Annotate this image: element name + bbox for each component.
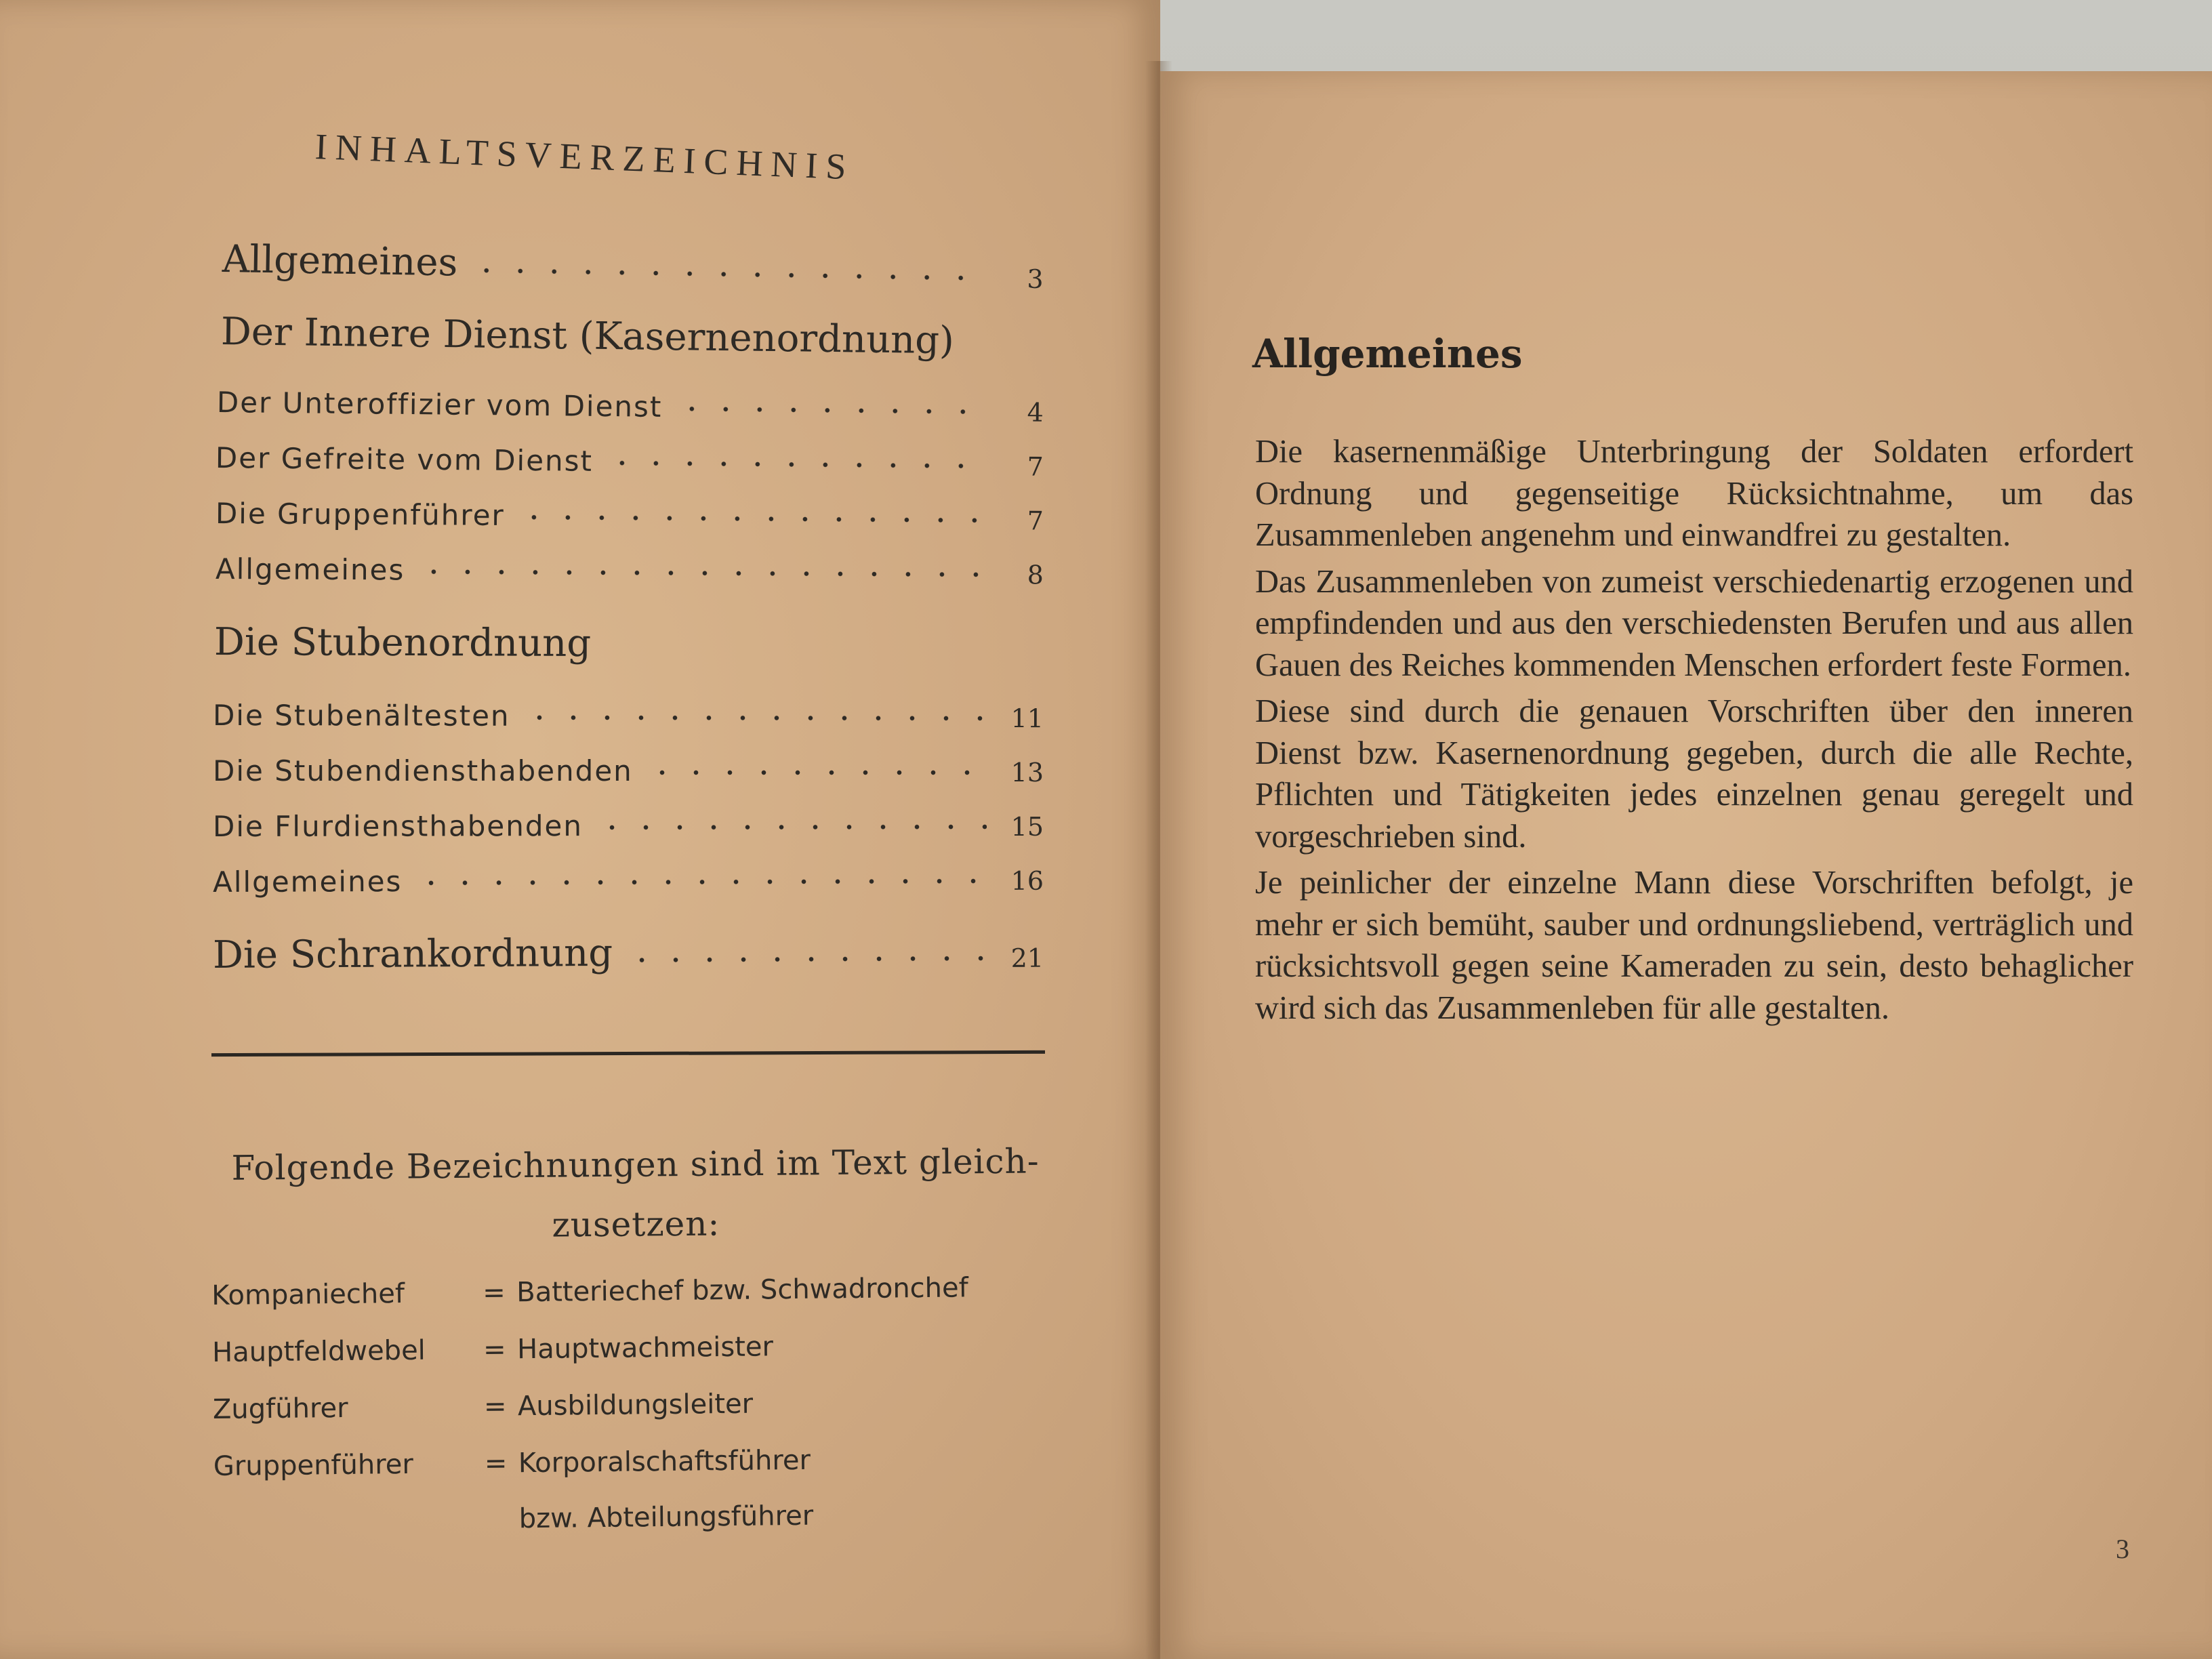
toc-leader-dots (674, 406, 986, 415)
toc-leader-dots (595, 824, 987, 830)
toc-entry-label: Die Stubenältesten (212, 699, 510, 733)
toc-entry-page: 7 (1027, 506, 1044, 536)
toc-entry-label: Die Stubendiensthabenden (213, 754, 633, 787)
toc-section-heading (221, 306, 1055, 364)
equivalent-value: Korporalschaftsführer (518, 1444, 811, 1479)
toc-entry (213, 794, 1044, 843)
toc-entry-page: 21 (1010, 943, 1044, 973)
equivalent-continuation: bzw. Abteilungsführer (518, 1500, 814, 1535)
paragraph: Das Zusammenleben von zumeist verschiedenartig erzogenen und empfindenden und aus den verschiedensten Berufen und aus allen Gauen des Reiches kommenden Menschen erfordert feste Formen. (1255, 563, 2133, 683)
toc-entry (216, 427, 1044, 482)
toc-entry-page: 11 (1010, 703, 1044, 734)
equivalent-term: Gruppenführer (213, 1448, 414, 1482)
equivalents-row (211, 1258, 1052, 1324)
toc-entry-label: Die Stubenordnung (213, 620, 592, 665)
toc-entry (213, 684, 1044, 733)
toc-entry-label: Allgemeines (222, 237, 458, 285)
equivalent-term: Zugführer (212, 1392, 348, 1425)
equivalent-value: Ausbildungsleiter (517, 1388, 754, 1422)
equals-sign: = (484, 1448, 508, 1479)
toc-entry-page: 3 (1027, 264, 1044, 295)
toc-entry-page: 16 (1010, 865, 1044, 896)
horizontal-rule (211, 1050, 1045, 1057)
toc-entry-label: Der Unteroffizier vom Dienst (216, 386, 663, 424)
equivalents-row (212, 1315, 1053, 1381)
toc-leader-dots (414, 878, 987, 886)
toc-entry (217, 371, 1044, 428)
toc-entry (216, 538, 1044, 590)
equivalents-heading-line2: zusetzen: (552, 1204, 720, 1245)
equals-sign: = (483, 1391, 507, 1422)
equals-sign: = (483, 1334, 506, 1366)
toc-entry-label: Die Schrankordnung (212, 930, 613, 977)
equivalent-value: Batteriechef bzw. Schwadronchef (516, 1272, 968, 1309)
toc-leader-dots (605, 460, 987, 469)
page-number: 3 (2116, 1534, 2129, 1564)
body-text (1255, 431, 2133, 1033)
toc-entry-page: 4 (1027, 397, 1044, 428)
toc-entry (222, 234, 1044, 294)
toc-leader-dots (625, 956, 987, 963)
equivalent-term: Kompaniechef (211, 1278, 405, 1312)
toc-entry (213, 926, 1044, 977)
toc-entry-page: 13 (1010, 758, 1044, 787)
toc-entry-label: Der Innere Dienst (Kasernenordnung) (220, 310, 955, 363)
toc-leader-dots (645, 770, 987, 775)
toc-entry-label: Die Gruppenführer (215, 497, 505, 532)
toc-entry-label: Allgemeines (212, 865, 403, 899)
toc-entry-label: Allgemeines (215, 552, 405, 587)
toc-title: INHALTSVERZEICHNIS (314, 126, 855, 188)
equivalents-heading-line1: Folgende Bezeichnungen sind im Text gleich- (231, 1141, 1040, 1188)
toc-entry-page: 7 (1027, 451, 1044, 482)
toc-leader-dots (417, 569, 987, 577)
toc-entry (213, 848, 1044, 899)
equals-sign: = (482, 1277, 506, 1309)
toc-entry-page: 8 (1027, 560, 1044, 590)
toc-entry-label: Der Gefreite vom Dienst (215, 441, 594, 478)
toc-leader-dots (517, 514, 987, 523)
toc-entry-page: 15 (1010, 811, 1044, 842)
toc-leader-dots (523, 715, 987, 721)
equivalents-row (213, 1372, 1054, 1438)
paragraph: Die kasernenmäßige Unterbringung der Soldaten erfordert Ordnung und gegenseitige Rücksichtnahme, um das Zusammenleben angenehm und einwandfrei zu gestalten. (1255, 434, 2133, 553)
equivalents-table (211, 1258, 1054, 1549)
toc-leader-dots (470, 268, 987, 281)
equivalent-term: Hauptfeldwebel (211, 1334, 426, 1369)
paragraph: Je peinlicher der einzelne Mann diese Vorschriften befolgt, je mehr er sich bemüht, sauber und ordnungsliebend, verträglich und rücksichtsvoll gegen seine Kameraden zu sein, desto behaglicher wird sich das Zusammenleben für alle gestalten. (1255, 865, 2133, 1026)
toc-section-heading (214, 617, 1048, 667)
section-heading: Allgemeines (1252, 331, 1523, 377)
equivalents-heading (215, 1131, 1056, 1258)
paragraph: Diese sind durch die genauen Vorschriften über den inneren Dienst bzw. Kasernenordnung gegeben, durch die alle Rechte, Pflichten und Tätigkeiten jedes einzelnen genau geregelt und vorgeschrieben sind. (1255, 693, 2133, 855)
equivalents-row (213, 1429, 1054, 1495)
toc-entry (213, 740, 1044, 787)
toc-entry-label: Die Flurdiensthabenden (212, 809, 583, 843)
toc-entry (216, 483, 1044, 536)
equivalent-value: Hauptwachmeister (516, 1331, 774, 1366)
